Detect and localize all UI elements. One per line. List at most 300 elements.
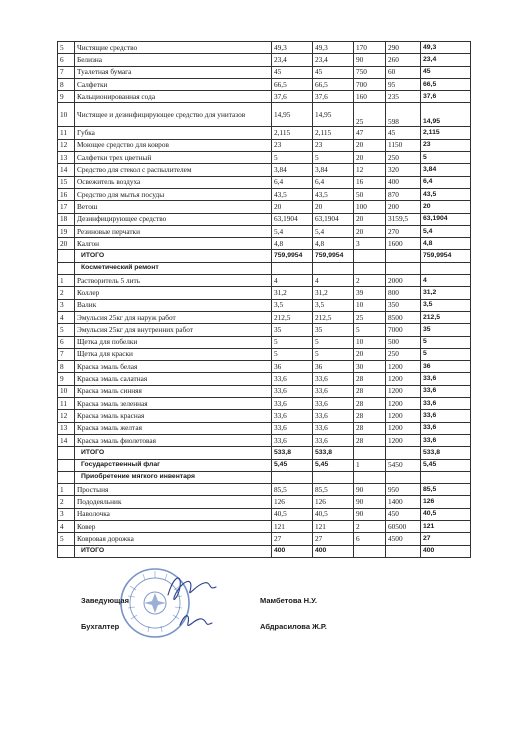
cell-item-name: Ковер (75, 520, 272, 532)
table-row (58, 410, 471, 422)
cell-unit-price: 7000 (386, 324, 421, 336)
cell-unit-price (386, 447, 421, 459)
cell-row-number: 9 (58, 91, 75, 103)
cell-total: 66,5 (421, 78, 471, 90)
cell-quantity: 28 (354, 434, 386, 446)
cell-amount-1: 49,3 (272, 42, 313, 54)
cell-row-number: 10 (58, 385, 75, 397)
cell-item-name: Щетка для побелки (75, 336, 272, 348)
cell-amount-1: 33,6 (272, 434, 313, 446)
cell-amount-2: 5,45 (313, 459, 354, 471)
cell-unit-price: 2000 (386, 275, 421, 287)
cell-row-number (58, 447, 75, 459)
cell-item-name: ИТОГО (75, 447, 272, 459)
cell-amount-2 (313, 262, 354, 274)
cell-amount-1: 43,5 (272, 188, 313, 200)
cell-amount-2: 45 (313, 66, 354, 78)
cell-item-name: Средство для стекол с распылителем (75, 164, 272, 176)
cell-amount-1: 33,6 (272, 410, 313, 422)
cell-unit-price: 235 (386, 91, 421, 103)
cell-amount-2: 400 (313, 545, 354, 557)
cell-item-name: Пододеяльник (75, 496, 272, 508)
cell-row-number: 13 (58, 152, 75, 164)
cell-total (421, 471, 471, 483)
table-row (58, 385, 471, 397)
table-row (58, 188, 471, 200)
cell-item-name: Косметический ремонт (75, 262, 272, 274)
cell-amount-1: 37,6 (272, 91, 313, 103)
cell-total: 27 (421, 533, 471, 545)
cell-unit-price (386, 545, 421, 557)
cell-row-number: 3 (58, 508, 75, 520)
cell-quantity: 47 (354, 127, 386, 139)
cell-item-name: Дезинфицирующее средство (75, 213, 272, 225)
cell-row-number: 10 (58, 103, 75, 127)
cell-unit-price: 400 (386, 176, 421, 188)
cell-amount-1: 4,8 (272, 238, 313, 250)
table-row (58, 78, 471, 90)
cell-quantity: 30 (354, 361, 386, 373)
cell-amount-2: 5,4 (313, 225, 354, 237)
cell-amount-1: 33,6 (272, 422, 313, 434)
cell-item-name: Краска эмаль фиолетовая (75, 434, 272, 446)
cell-item-name: Краска эмаль синняя (75, 385, 272, 397)
cell-row-number: 4 (58, 311, 75, 323)
cell-amount-2: 6,4 (313, 176, 354, 188)
table-row (58, 496, 471, 508)
cell-unit-price: 260 (386, 54, 421, 66)
cell-total: 33,6 (421, 434, 471, 446)
cell-total: 40,5 (421, 508, 471, 520)
table-row (58, 54, 471, 66)
cell-unit-price: 1400 (386, 496, 421, 508)
cell-amount-2: 3,84 (313, 164, 354, 176)
cell-unit-price: 3159,5 (386, 213, 421, 225)
cell-unit-price: 1200 (386, 434, 421, 446)
cell-total: 31,2 (421, 287, 471, 299)
cell-total: 23,4 (421, 54, 471, 66)
cell-total: 400 (421, 545, 471, 557)
table-row (58, 311, 471, 323)
cell-row-number: 5 (58, 324, 75, 336)
cell-row-number: 7 (58, 348, 75, 360)
cell-quantity: 20 (354, 139, 386, 151)
cell-item-name: Ковровая дорожка (75, 533, 272, 545)
head-name: Мамбетова Н.У. (260, 596, 317, 605)
table-row (58, 398, 471, 410)
cell-amount-2: 33,6 (313, 410, 354, 422)
cell-amount-1: 3,84 (272, 164, 313, 176)
cell-total: 126 (421, 496, 471, 508)
cell-total: 4 (421, 275, 471, 287)
table-row (58, 336, 471, 348)
cell-amount-2: 5 (313, 152, 354, 164)
cell-amount-2: 33,6 (313, 398, 354, 410)
cell-amount-1: 5 (272, 336, 313, 348)
cell-unit-price (386, 262, 421, 274)
cell-item-name: Ветош (75, 201, 272, 213)
cell-item-name: Краска эмаль зеленная (75, 398, 272, 410)
cell-amount-2: 33,6 (313, 422, 354, 434)
table-row (58, 434, 471, 446)
table-row (58, 373, 471, 385)
cell-unit-price: 1200 (386, 422, 421, 434)
cell-amount-1: 5,4 (272, 225, 313, 237)
cell-amount-1: 4 (272, 275, 313, 287)
cell-row-number (58, 459, 75, 471)
budget-table-body (58, 42, 471, 558)
cell-quantity: 20 (354, 348, 386, 360)
cell-amount-1: 66,5 (272, 78, 313, 90)
cell-total: 33,6 (421, 373, 471, 385)
cell-total: 212,5 (421, 311, 471, 323)
table-row (58, 201, 471, 213)
cell-quantity: 160 (354, 91, 386, 103)
cell-unit-price: 8500 (386, 311, 421, 323)
cell-amount-1: 212,5 (272, 311, 313, 323)
cell-amount-2: 212,5 (313, 311, 354, 323)
cell-unit-price: 5450 (386, 459, 421, 471)
cell-row-number: 13 (58, 422, 75, 434)
cell-row-number: 18 (58, 213, 75, 225)
table-row (58, 324, 471, 336)
table-row (58, 176, 471, 188)
cell-amount-2: 36 (313, 361, 354, 373)
cell-amount-1: 14,95 (272, 103, 313, 127)
cell-unit-price: 60500 (386, 520, 421, 532)
cell-quantity (354, 545, 386, 557)
cell-row-number: 6 (58, 336, 75, 348)
cell-row-number: 15 (58, 176, 75, 188)
cell-amount-1: 27 (272, 533, 313, 545)
cell-item-name: ИТОГО (75, 250, 272, 262)
cell-total: 35 (421, 324, 471, 336)
cell-row-number (58, 471, 75, 483)
cell-row-number: 2 (58, 287, 75, 299)
cell-row-number: 14 (58, 164, 75, 176)
total-row (58, 545, 471, 557)
cell-total: 4,8 (421, 238, 471, 250)
cell-amount-2: 759,9954 (313, 250, 354, 262)
cell-total: 5 (421, 348, 471, 360)
cell-item-name: Государственный флаг (75, 459, 272, 471)
cell-row-number (58, 545, 75, 557)
cell-amount-2: 27 (313, 533, 354, 545)
cell-amount-1: 5 (272, 152, 313, 164)
cell-amount-2: 43,5 (313, 188, 354, 200)
head-label: Заведующая (81, 596, 129, 605)
cell-row-number: 11 (58, 398, 75, 410)
cell-quantity: 39 (354, 287, 386, 299)
cell-total: 5,4 (421, 225, 471, 237)
cell-item-name: Краска эмаль красная (75, 410, 272, 422)
cell-quantity: 100 (354, 201, 386, 213)
cell-item-name: Чистящее и дезинфицирующее средство для унитазов (75, 103, 272, 127)
cell-amount-1: 6,4 (272, 176, 313, 188)
cell-quantity (354, 471, 386, 483)
cell-total: 6,4 (421, 176, 471, 188)
cell-item-name: Простыня (75, 484, 272, 496)
cell-quantity: 10 (354, 299, 386, 311)
cell-amount-1: 23,4 (272, 54, 313, 66)
cell-item-name: Краска эмаль белая (75, 361, 272, 373)
cell-quantity: 28 (354, 373, 386, 385)
table-row (58, 422, 471, 434)
cell-item-name: Белизна (75, 54, 272, 66)
cell-total: 14,95 (421, 103, 471, 127)
cell-total: 45 (421, 66, 471, 78)
cell-total: 36 (421, 361, 471, 373)
cell-row-number: 19 (58, 225, 75, 237)
cell-amount-1: 85,5 (272, 484, 313, 496)
cell-unit-price: 320 (386, 164, 421, 176)
cell-unit-price: 250 (386, 348, 421, 360)
cell-unit-price: 200 (386, 201, 421, 213)
cell-row-number: 8 (58, 78, 75, 90)
cell-amount-1: 36 (272, 361, 313, 373)
cell-unit-price: 350 (386, 299, 421, 311)
cell-quantity: 20 (354, 225, 386, 237)
cell-total: 121 (421, 520, 471, 532)
cell-amount-2: 33,6 (313, 434, 354, 446)
cell-row-number: 14 (58, 434, 75, 446)
cell-quantity: 170 (354, 42, 386, 54)
cell-item-name: ИТОГО (75, 545, 272, 557)
cell-row-number: 9 (58, 373, 75, 385)
cell-item-name: Губка (75, 127, 272, 139)
cell-amount-1: 40,5 (272, 508, 313, 520)
cell-quantity: 16 (354, 176, 386, 188)
cell-amount-1: 3,5 (272, 299, 313, 311)
cell-unit-price: 270 (386, 225, 421, 237)
table-row (58, 238, 471, 250)
table-row (58, 508, 471, 520)
cell-item-name: Эмульсия 25кг для внутренних работ (75, 324, 272, 336)
cell-amount-1: 33,6 (272, 398, 313, 410)
cell-amount-1: 35 (272, 324, 313, 336)
cell-total: 33,6 (421, 385, 471, 397)
table-row (58, 299, 471, 311)
table-row (58, 520, 471, 532)
cell-amount-2: 33,6 (313, 373, 354, 385)
cell-amount-2: 35 (313, 324, 354, 336)
cell-row-number: 12 (58, 410, 75, 422)
table-row (58, 66, 471, 78)
cell-amount-1: 20 (272, 201, 313, 213)
cell-amount-1: 533,8 (272, 447, 313, 459)
cell-item-name: Освежитель воздуха (75, 176, 272, 188)
cell-item-name: Резиновые перчатки (75, 225, 272, 237)
cell-amount-2: 4 (313, 275, 354, 287)
cell-total: 23 (421, 139, 471, 151)
cell-item-name: Эмульсия 25кг для наруж работ (75, 311, 272, 323)
cell-item-name: Кальционированная сода (75, 91, 272, 103)
cell-amount-2: 126 (313, 496, 354, 508)
cell-quantity: 5 (354, 324, 386, 336)
cell-total: 533,8 (421, 447, 471, 459)
cell-amount-1: 126 (272, 496, 313, 508)
cell-quantity: 90 (354, 508, 386, 520)
cell-quantity: 25 (354, 311, 386, 323)
cell-quantity: 10 (354, 336, 386, 348)
cell-total: 5,45 (421, 459, 471, 471)
total-row (58, 447, 471, 459)
cell-unit-price: 800 (386, 287, 421, 299)
table-row (58, 103, 471, 127)
cell-quantity: 90 (354, 496, 386, 508)
cell-row-number: 2 (58, 496, 75, 508)
cell-unit-price: 950 (386, 484, 421, 496)
cell-amount-1: 23 (272, 139, 313, 151)
cell-quantity: 6 (354, 533, 386, 545)
cell-quantity (354, 447, 386, 459)
cell-total (421, 262, 471, 274)
cell-amount-2: 5 (313, 336, 354, 348)
table-row (58, 42, 471, 54)
cell-row-number (58, 262, 75, 274)
cell-quantity: 2 (354, 275, 386, 287)
cell-unit-price: 500 (386, 336, 421, 348)
cell-unit-price: 45 (386, 127, 421, 139)
cell-amount-1: 33,6 (272, 385, 313, 397)
cell-row-number: 6 (58, 54, 75, 66)
cell-item-name: Салфетки трех цветный (75, 152, 272, 164)
cell-amount-1 (272, 262, 313, 274)
cell-unit-price: 60 (386, 66, 421, 78)
cell-amount-2: 4,8 (313, 238, 354, 250)
cell-unit-price (386, 471, 421, 483)
cell-total: 63,1904 (421, 213, 471, 225)
cell-quantity: 20 (354, 213, 386, 225)
cell-quantity: 50 (354, 188, 386, 200)
cell-amount-2: 533,8 (313, 447, 354, 459)
accountant-label: Бухгалтер (81, 622, 120, 631)
cell-quantity: 1 (354, 459, 386, 471)
cell-amount-2: 33,6 (313, 385, 354, 397)
cell-unit-price: 1200 (386, 361, 421, 373)
cell-row-number: 3 (58, 299, 75, 311)
cell-quantity: 3 (354, 238, 386, 250)
cell-total: 43,5 (421, 188, 471, 200)
cell-amount-2: 23 (313, 139, 354, 151)
cell-amount-1: 63,1904 (272, 213, 313, 225)
cell-total: 3,84 (421, 164, 471, 176)
cell-amount-1: 5 (272, 348, 313, 360)
budget-table (57, 41, 471, 558)
accountant-name: Абдрасилова Ж.Р. (260, 622, 327, 631)
cell-row-number: 12 (58, 139, 75, 151)
cell-total: 33,6 (421, 398, 471, 410)
cell-total: 759,9954 (421, 250, 471, 262)
cell-amount-2: 2,115 (313, 127, 354, 139)
cell-item-name: Чистящие средство (75, 42, 272, 54)
cell-total: 37,6 (421, 91, 471, 103)
cell-total: 85,5 (421, 484, 471, 496)
section-row (58, 262, 471, 274)
cell-item-name: Коллер (75, 287, 272, 299)
table-row (58, 533, 471, 545)
cell-amount-1: 2,115 (272, 127, 313, 139)
cell-unit-price: 598 (386, 103, 421, 127)
cell-amount-1: 5,45 (272, 459, 313, 471)
table-row (58, 91, 471, 103)
table-row (58, 348, 471, 360)
cell-unit-price: 1200 (386, 373, 421, 385)
cell-total: 33,6 (421, 410, 471, 422)
cell-amount-2: 85,5 (313, 484, 354, 496)
cell-item-name: Щетка для краски (75, 348, 272, 360)
cell-quantity: 12 (354, 164, 386, 176)
cell-quantity: 20 (354, 152, 386, 164)
cell-row-number: 1 (58, 484, 75, 496)
cell-unit-price: 4500 (386, 533, 421, 545)
cell-total: 5 (421, 336, 471, 348)
cell-item-name: Наволочка (75, 508, 272, 520)
cell-item-name: Салфетки (75, 78, 272, 90)
cell-amount-1: 121 (272, 520, 313, 532)
cell-quantity: 28 (354, 410, 386, 422)
cell-amount-1: 400 (272, 545, 313, 557)
cell-unit-price: 290 (386, 42, 421, 54)
cell-total: 33,6 (421, 422, 471, 434)
cell-row-number: 16 (58, 188, 75, 200)
cell-row-number: 5 (58, 533, 75, 545)
cell-row-number: 11 (58, 127, 75, 139)
cell-amount-2: 5 (313, 348, 354, 360)
cell-total: 20 (421, 201, 471, 213)
cell-unit-price: 450 (386, 508, 421, 520)
total-row (58, 250, 471, 262)
table-row (58, 127, 471, 139)
cell-item-name: Средство для мытья посуды (75, 188, 272, 200)
cell-unit-price: 250 (386, 152, 421, 164)
table-row (58, 484, 471, 496)
table-row (58, 459, 471, 471)
table-row (58, 164, 471, 176)
cell-item-name: Растворитель 5 лить (75, 275, 272, 287)
cell-row-number: 5 (58, 42, 75, 54)
cell-quantity (354, 250, 386, 262)
cell-quantity (354, 262, 386, 274)
cell-total: 2,115 (421, 127, 471, 139)
cell-quantity: 28 (354, 385, 386, 397)
cell-amount-2: 49,3 (313, 42, 354, 54)
cell-quantity: 90 (354, 54, 386, 66)
cell-quantity: 28 (354, 422, 386, 434)
cell-amount-2: 121 (313, 520, 354, 532)
cell-item-name: Валик (75, 299, 272, 311)
cell-item-name: Краска эмаль желтая (75, 422, 272, 434)
table-row (58, 275, 471, 287)
cell-total: 5 (421, 152, 471, 164)
cell-amount-2 (313, 471, 354, 483)
cell-unit-price: 1600 (386, 238, 421, 250)
cell-amount-2: 66,5 (313, 78, 354, 90)
table-row (58, 287, 471, 299)
table-row (58, 213, 471, 225)
cell-amount-2: 63,1904 (313, 213, 354, 225)
cell-row-number: 7 (58, 66, 75, 78)
cell-amount-2: 20 (313, 201, 354, 213)
table-row (58, 225, 471, 237)
cell-amount-1: 33,6 (272, 373, 313, 385)
cell-quantity: 2 (354, 520, 386, 532)
cell-unit-price (386, 250, 421, 262)
cell-unit-price: 1200 (386, 398, 421, 410)
cell-unit-price: 95 (386, 78, 421, 90)
cell-unit-price: 870 (386, 188, 421, 200)
cell-row-number: 4 (58, 520, 75, 532)
